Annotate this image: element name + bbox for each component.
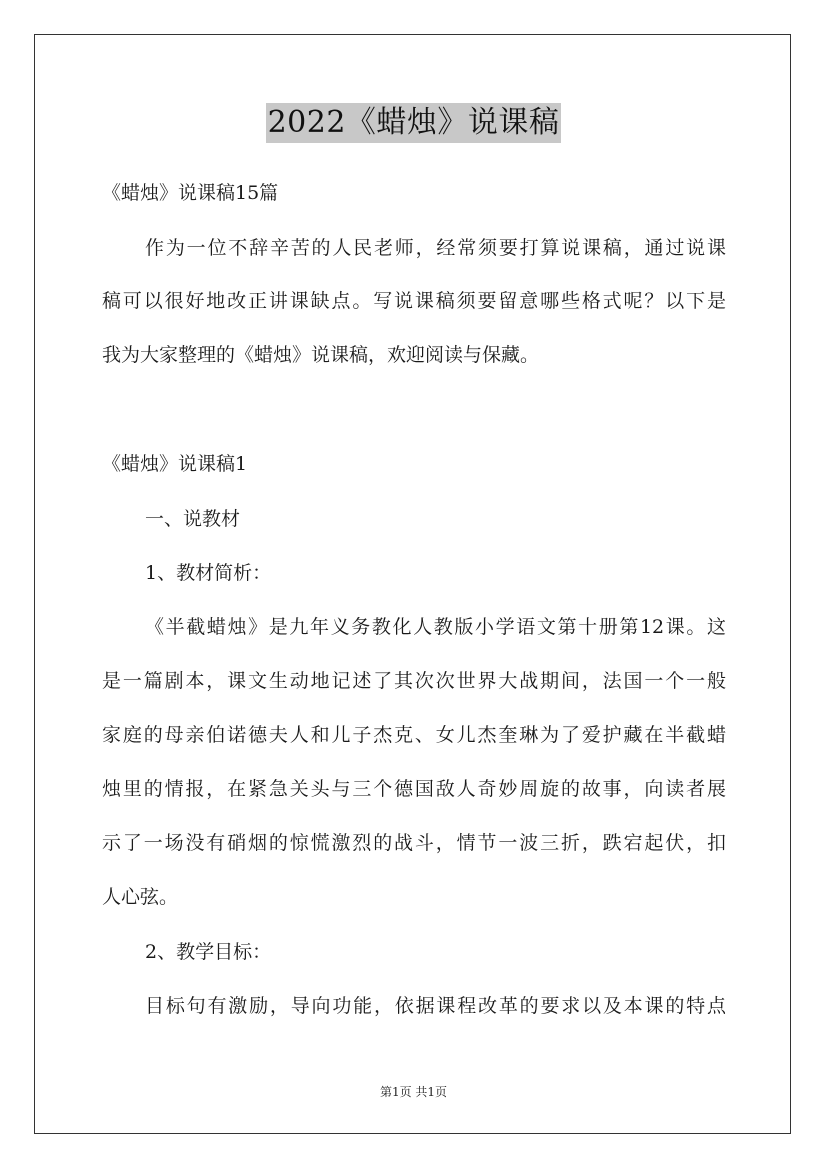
item1-line-1: 《半截蜡烛》是九年义务教化人教版小学语文第十册第12课。这: [145, 616, 726, 638]
item1-line-6: 人心弦。: [102, 886, 179, 908]
title-container: [0, 103, 827, 143]
section-heading: 《蜡烛》说课稿1: [102, 453, 248, 475]
intro-line-1: 作为一位不辞辛苦的人民老师，经常须要打算说课稿，通过说课: [145, 237, 726, 259]
intro-line-2: 稿可以很好地改正讲课缺点。写说课稿须要留意哪些格式呢？以下是: [102, 290, 726, 312]
page-footer: 第1页 共1页: [379, 1085, 448, 1099]
document-subtitle: 《蜡烛》说课稿15篇: [102, 182, 279, 204]
intro-line-3: 我为大家整理的《蜡烛》说课稿，欢迎阅读与保藏。: [102, 344, 540, 366]
item1-line-4: 烛里的情报，在紧急关头与三个德国敌人奇妙周旋的故事，向读者展: [102, 778, 726, 800]
item2-line-1: 目标句有激励，导向功能，依据课程改革的要求以及本课的特点: [145, 995, 726, 1017]
document-title: 2022《蜡烛》说课稿: [266, 103, 562, 143]
item1-line-2: 是一篇剧本，课文生动地记述了其次次世界大战期间，法国一个一般: [102, 670, 726, 692]
item1-line-3: 家庭的母亲伯诺德夫人和儿子杰克、女儿杰奎琳为了爱护藏在半截蜡: [102, 724, 726, 746]
part-heading: 一、说教材: [145, 508, 241, 530]
item2-heading: 2、教学目标：: [145, 941, 272, 963]
item1-line-5: 示了一场没有硝烟的惊慌激烈的战斗，情节一波三折，跌宕起伏，扣: [102, 832, 726, 854]
item1-heading: 1、教材简析：: [145, 562, 272, 584]
